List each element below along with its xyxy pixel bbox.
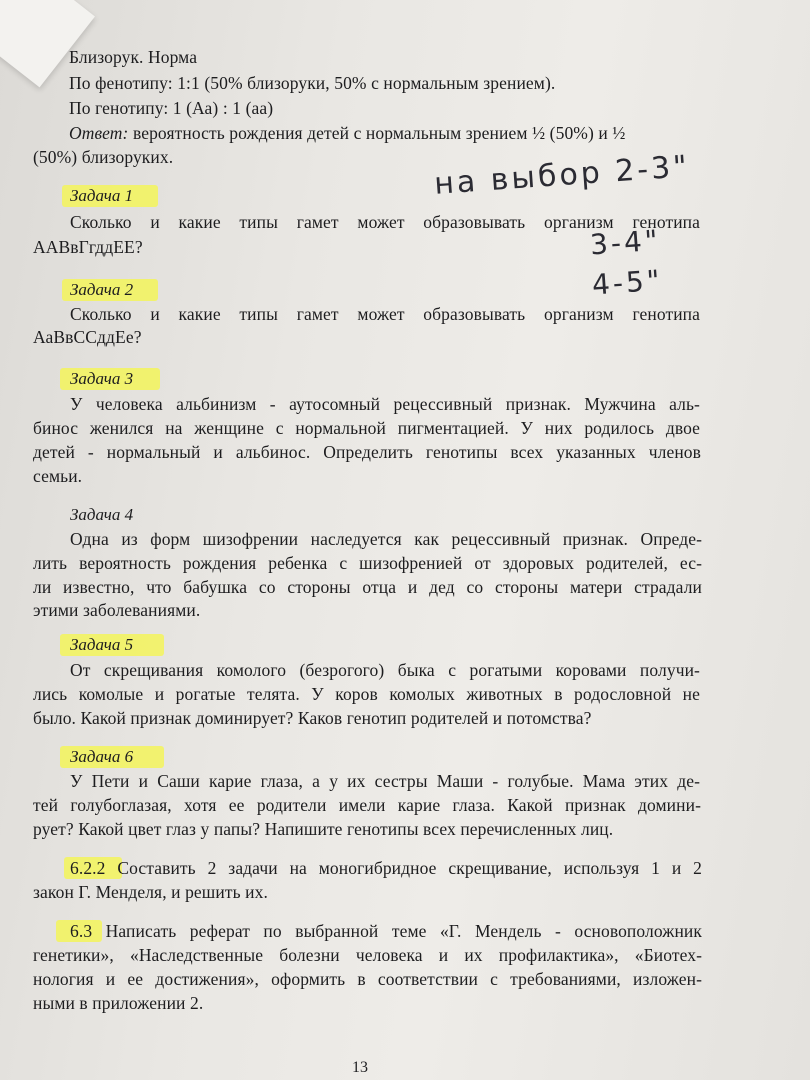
section-63-line-2: генетики», «Наследственные болезни человека и их профилактика», «Биотех- xyxy=(33,945,702,965)
page-number: 13 xyxy=(352,1059,368,1076)
task-3-line-2: бинос женился на женщине с нормальной пигментацией. У них родилось двое xyxy=(33,418,700,438)
task-6-line-1: У Пети и Саши карие глаза, а у их сестры Маши - голубые. Мама этих де- xyxy=(70,771,700,791)
answer-line-1 xyxy=(69,122,626,144)
task-6-line-3: рует? Какой цвет глаз у папы? Напишите генотипы всех перечисленных лиц. xyxy=(33,819,614,839)
task-1-title: Задача 1 xyxy=(70,186,134,205)
answer-line-2: (50%) близоруких. xyxy=(33,147,174,167)
task-2-line-1: Сколько и какие типы гамет может образовывать организм генотипа xyxy=(70,304,700,324)
answer-label: Ответ: xyxy=(69,123,129,143)
section-622-line-1 xyxy=(70,857,702,879)
task-5-line-3: было. Какой признак доминирует? Каков генотип родителей и потомства? xyxy=(33,708,592,728)
task-2-title: Задача 2 xyxy=(70,280,134,299)
task-6-line-2: тей голубоглазая, хотя ее родители имели карие глаза. Какой признак домини- xyxy=(33,795,701,815)
section-622-line-2: закон Г. Менделя, и решить их. xyxy=(33,882,268,902)
section-63-text: Написать реферат по выбранной теме «Г. Мендель - основоположник xyxy=(92,921,702,941)
intro-line-2: По фенотипу: 1:1 (50% близоруки, 50% с нормальным зрением). xyxy=(69,73,556,93)
task-4-line-4: этими заболеваниями. xyxy=(33,600,201,620)
section-63-line-3: нология и ее достижения», оформить в соответствии с требованиями, изложен- xyxy=(33,969,702,989)
task-3-line-4: семьи. xyxy=(33,466,83,486)
section-63-number: 6.3 xyxy=(70,921,93,941)
task-4-title: Задача 4 xyxy=(70,505,134,524)
section-63-line-4: ными в приложении 2. xyxy=(33,993,204,1013)
task-1-line-2: ААВвГгддЕЕ? xyxy=(33,237,143,257)
handwritten-note-1: на выбор 2-3" xyxy=(433,149,692,202)
task-2-line-2: АаВвССддЕе? xyxy=(33,327,142,347)
task-1-line-1: Сколько и какие типы гамет может образовывать организм генотипа xyxy=(70,212,700,232)
task-3-title: Задача 3 xyxy=(70,369,134,388)
answer-text: вероятность рождения детей с нормальным зрением ½ (50%) и ½ xyxy=(128,123,626,143)
section-622-text: Составить 2 задачи на моногибридное скрещивание, используя 1 и 2 xyxy=(105,858,702,878)
task-4-line-3: ли известно, что бабушка со стороны отца и дед со стороны матери страдали xyxy=(33,577,702,597)
handwritten-note-3: 4-5" xyxy=(590,263,664,302)
task-4-line-2: лить вероятность рождения ребенка с шизофренией от здоровых родителей, ес- xyxy=(33,553,702,573)
task-5-line-2: лись комолые и рогатые телята. У коров комолых животных в родословной не xyxy=(33,684,700,704)
task-4-line-1: Одна из форм шизофрении наследуется как рецессивный признак. Опреде- xyxy=(70,529,702,549)
handwritten-note-2: 3-4" xyxy=(588,223,662,262)
section-622-number: 6.2.2 xyxy=(70,858,106,878)
intro-line-1: Близорук. Норма xyxy=(69,47,198,67)
task-5-line-1: От скрещивания комолого (безрогого) быка с рогатыми коровами получи- xyxy=(70,660,700,680)
task-3-line-3: детей - нормальный и альбинос. Определить генотипы всех указанных членов xyxy=(33,442,701,462)
task-6-title: Задача 6 xyxy=(70,747,134,766)
task-3-line-1: У человека альбинизм - аутосомный рецессивный признак. Мужчина аль- xyxy=(70,394,700,414)
task-5-title: Задача 5 xyxy=(70,635,134,654)
section-63-line-1 xyxy=(70,920,702,942)
intro-line-3: По генотипу: 1 (Аа) : 1 (аа) xyxy=(69,98,274,118)
